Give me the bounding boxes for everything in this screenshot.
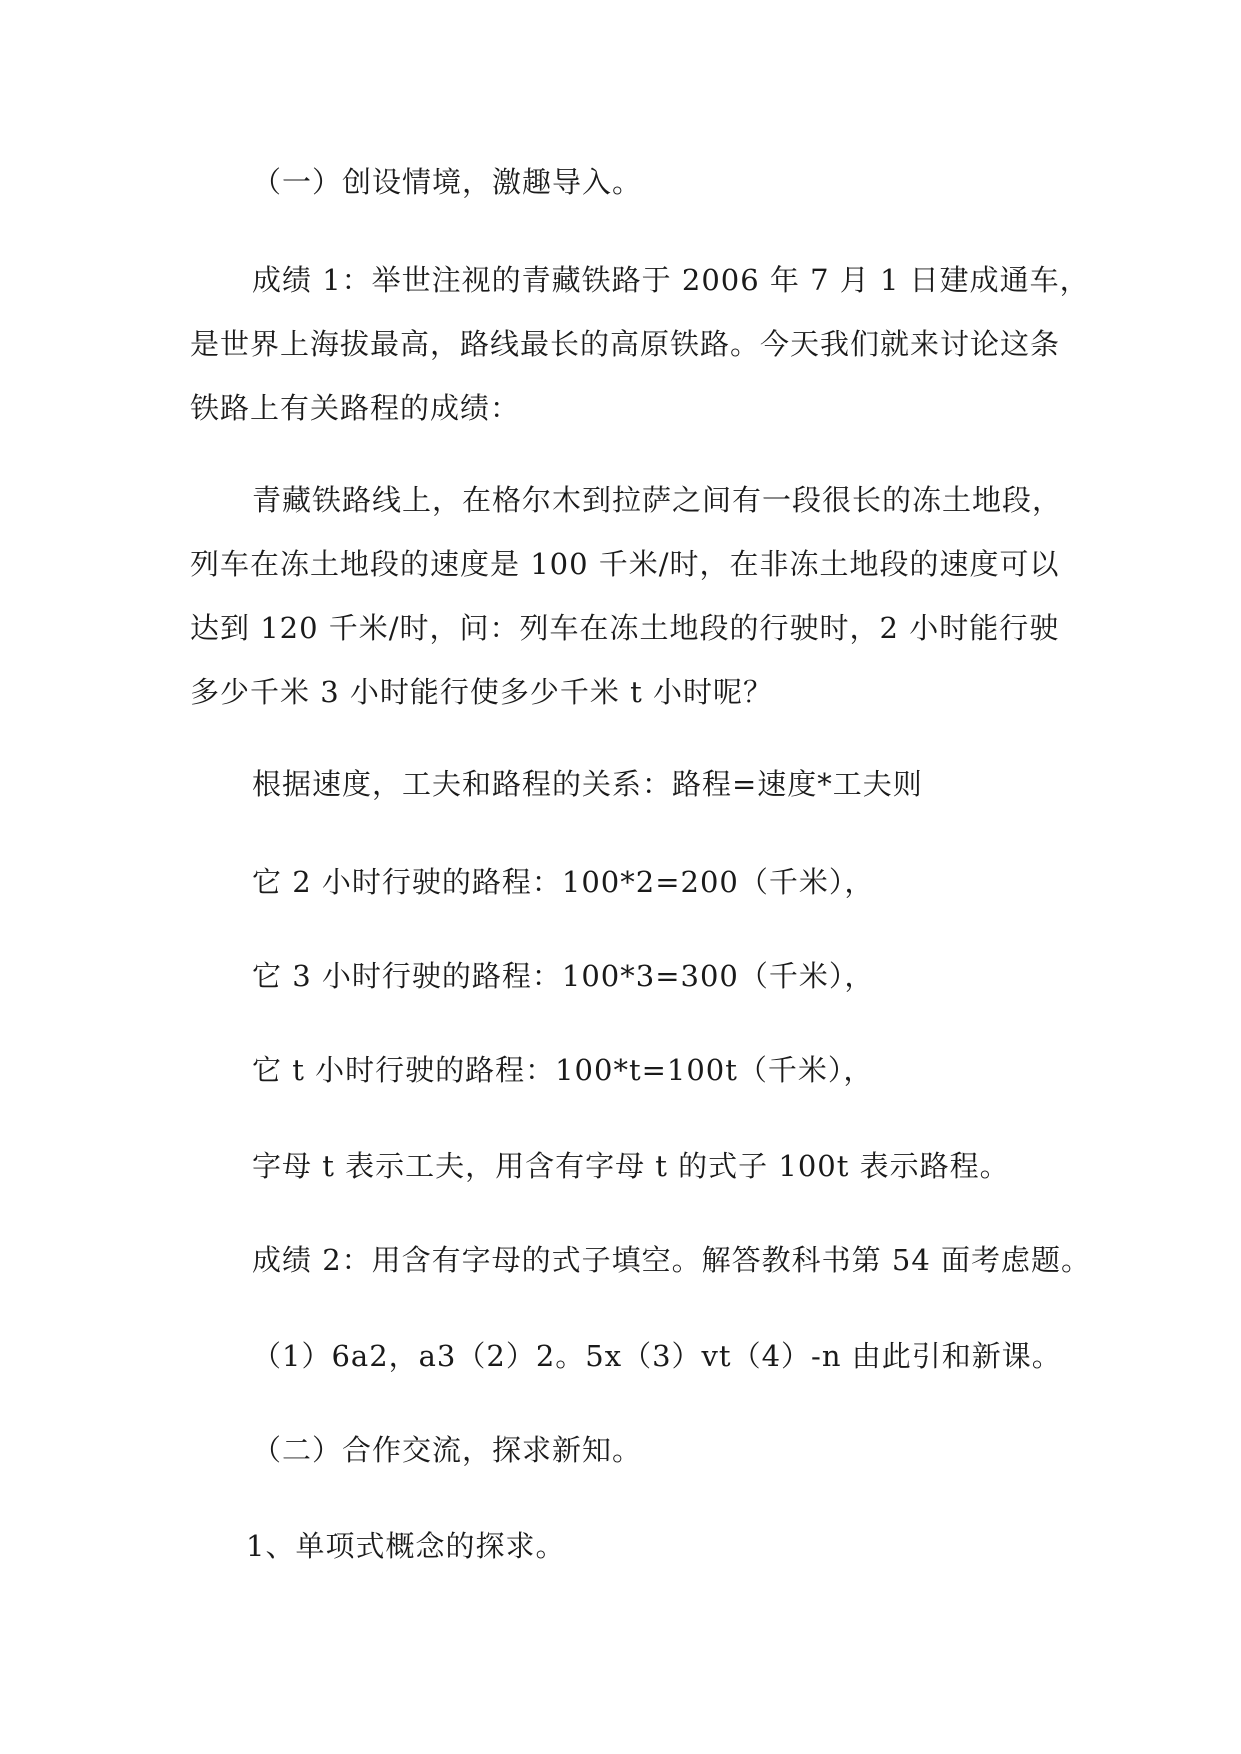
- answers-paragraph: [190, 1324, 1070, 1388]
- section-heading-2: [190, 1418, 1070, 1482]
- relation-formula-paragraph: [190, 752, 1070, 816]
- calculation-3-hours: [190, 944, 1070, 1008]
- letter-explanation-paragraph: [190, 1134, 1070, 1198]
- problem-description-paragraph: [190, 468, 1070, 724]
- section-heading-1: [190, 150, 1070, 214]
- text-line: 铁路上有关路程的成绩：: [190, 391, 521, 425]
- text-line: 达到 120 千米/时，问：列车在冻土地段的行驶时，2 小时能行驶: [190, 611, 1060, 645]
- text-line: 1、单项式概念的探求。: [246, 1529, 566, 1563]
- text-line: 字母 t 表示工夫，用含有字母 t 的式子 100t 表示路程。: [252, 1149, 1010, 1183]
- text-line: 它 t 小时行驶的路程：100*t=100t（千米），: [252, 1053, 874, 1087]
- problem-2-paragraph: [190, 1228, 1092, 1292]
- calculation-t-hours: [190, 1038, 1070, 1102]
- text-line: 是世界上海拔最高，路线最长的高原铁路。今天我们就来讨论这条: [190, 327, 1061, 361]
- subsection-heading-1: [190, 1514, 1070, 1578]
- text-line: 列车在冻土地段的速度是 100 千米/时，在非冻土地段的速度可以: [190, 547, 1060, 581]
- text-line: （1）6a2，a3（2）2。5x（3）vt（4）-n 由此引和新课。: [252, 1339, 1062, 1373]
- problem-1-paragraph: [190, 248, 1090, 440]
- text-line: 成绩 1：举世注视的青藏铁路于 2006 年 7 月 1 日建成通车，: [252, 263, 1090, 297]
- text-line: 多少千米 3 小时能行使多少千米 t 小时呢？: [190, 675, 773, 709]
- text-line: 它 2 小时行驶的路程：100*2=200（千米），: [252, 865, 875, 899]
- text-line: 根据速度，工夫和路程的关系：路程=速度*工夫则: [252, 767, 923, 801]
- text-line: （一）创设情境，激趣导入。: [252, 165, 643, 199]
- text-line: 成绩 2：用含有字母的式子填空。解答教科书第 54 面考虑题。: [252, 1243, 1092, 1277]
- text-line: （二）合作交流，探求新知。: [252, 1433, 643, 1467]
- text-line: 它 3 小时行驶的路程：100*3=300（千米），: [252, 959, 875, 993]
- calculation-2-hours: [190, 850, 1070, 914]
- text-line: 青藏铁路线上，在格尔木到拉萨之间有一段很长的冻土地段，: [252, 483, 1063, 517]
